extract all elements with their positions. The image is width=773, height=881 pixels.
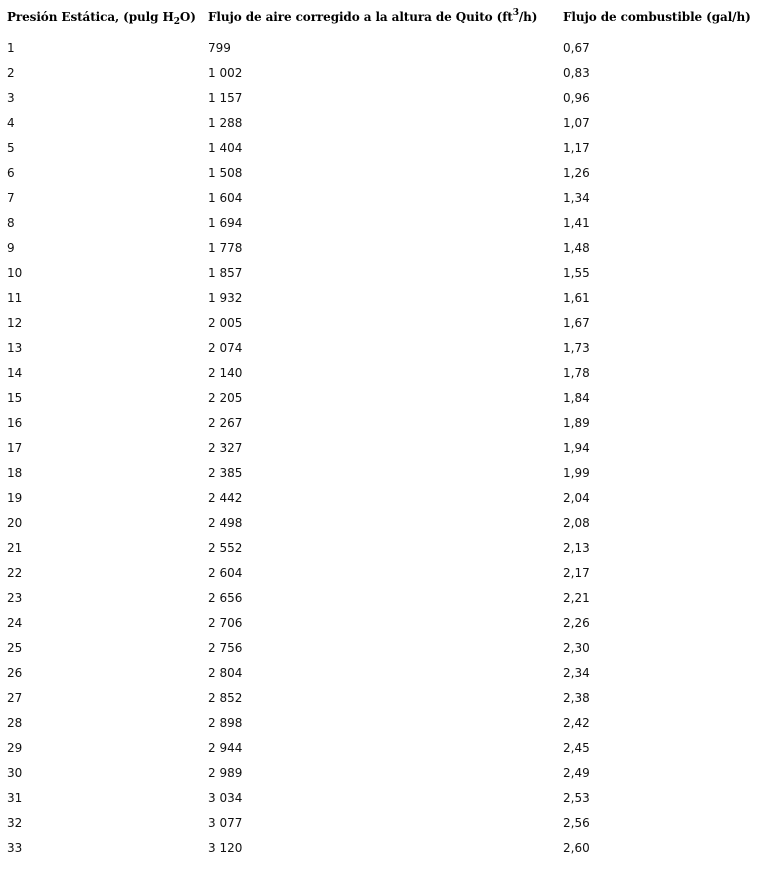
cell-fuel-flow: 1,73 — [563, 340, 590, 355]
cell-fuel-flow: 2,56 — [563, 815, 590, 830]
table-body — [4, 35, 770, 860]
cell-fuel-flow: 2,49 — [563, 765, 590, 780]
cell-air-flow: 1 694 — [208, 215, 243, 230]
cell-static-pressure: 12 — [7, 315, 23, 330]
cell-air-flow: 1 604 — [208, 190, 243, 205]
table-row — [4, 135, 770, 160]
cell-air-flow: 2 498 — [208, 515, 243, 530]
cell-static-pressure: 14 — [7, 365, 23, 380]
cell-air-flow: 2 442 — [208, 490, 243, 505]
cell-air-flow: 799 — [208, 40, 231, 55]
cell-fuel-flow: 1,55 — [563, 265, 590, 280]
cell-static-pressure: 17 — [7, 440, 23, 455]
cell-fuel-flow: 0,83 — [563, 65, 590, 80]
cell-air-flow: 1 002 — [208, 65, 243, 80]
table-row — [4, 510, 770, 535]
cell-static-pressure: 31 — [7, 790, 23, 805]
cell-fuel-flow: 1,89 — [563, 415, 590, 430]
cell-air-flow: 2 140 — [208, 365, 243, 380]
table-row — [4, 635, 770, 660]
cell-fuel-flow: 1,17 — [563, 140, 590, 155]
cell-fuel-flow: 1,61 — [563, 290, 590, 305]
cell-air-flow: 3 034 — [208, 790, 243, 805]
cell-fuel-flow: 1,07 — [563, 115, 590, 130]
cell-fuel-flow: 2,26 — [563, 615, 590, 630]
cell-air-flow: 3 120 — [208, 840, 243, 855]
header-row — [4, 3, 770, 35]
table-row — [4, 160, 770, 185]
cell-static-pressure: 20 — [7, 515, 23, 530]
cell-fuel-flow: 1,84 — [563, 390, 590, 405]
cell-fuel-flow: 2,45 — [563, 740, 590, 755]
table-row — [4, 685, 770, 710]
cell-air-flow: 2 656 — [208, 590, 243, 605]
cell-air-flow: 2 074 — [208, 340, 243, 355]
cell-air-flow: 1 288 — [208, 115, 243, 130]
table-row — [4, 460, 770, 485]
cell-fuel-flow: 1,78 — [563, 365, 590, 380]
data-table — [4, 3, 770, 860]
cell-fuel-flow: 1,34 — [563, 190, 590, 205]
cell-static-pressure: 33 — [7, 840, 23, 855]
cell-fuel-flow: 1,41 — [563, 215, 590, 230]
table-row — [4, 335, 770, 360]
table-row — [4, 35, 770, 60]
cell-static-pressure: 32 — [7, 815, 23, 830]
cell-static-pressure: 13 — [7, 340, 23, 355]
cell-air-flow: 1 932 — [208, 290, 243, 305]
cell-air-flow: 2 706 — [208, 615, 243, 630]
cell-air-flow: 1 508 — [208, 165, 243, 180]
cell-fuel-flow: 2,53 — [563, 790, 590, 805]
cell-fuel-flow: 2,21 — [563, 590, 590, 605]
cell-static-pressure: 9 — [7, 240, 15, 255]
table-row — [4, 835, 770, 860]
cell-static-pressure: 23 — [7, 590, 23, 605]
cell-static-pressure: 5 — [7, 140, 15, 155]
table-row — [4, 735, 770, 760]
cell-static-pressure: 4 — [7, 115, 15, 130]
cell-static-pressure: 30 — [7, 765, 23, 780]
cell-air-flow: 1 157 — [208, 90, 243, 105]
cell-static-pressure: 25 — [7, 640, 23, 655]
table-row — [4, 85, 770, 110]
table-row — [4, 785, 770, 810]
table-row — [4, 585, 770, 610]
table-row — [4, 210, 770, 235]
header-fuel-flow: Flujo de combustible (gal/h) — [563, 10, 751, 24]
cell-static-pressure: 18 — [7, 465, 23, 480]
cell-static-pressure: 28 — [7, 715, 23, 730]
cell-air-flow: 2 385 — [208, 465, 243, 480]
cell-air-flow: 1 778 — [208, 240, 243, 255]
cell-air-flow: 2 552 — [208, 540, 243, 555]
cell-air-flow: 2 852 — [208, 690, 243, 705]
cell-static-pressure: 7 — [7, 190, 15, 205]
table-row — [4, 285, 770, 310]
table-row — [4, 560, 770, 585]
cell-air-flow: 2 604 — [208, 565, 243, 580]
table-row — [4, 185, 770, 210]
cell-air-flow: 2 944 — [208, 740, 243, 755]
cell-air-flow: 1 404 — [208, 140, 243, 155]
cell-static-pressure: 11 — [7, 290, 23, 305]
table-row — [4, 760, 770, 785]
table-row — [4, 260, 770, 285]
cell-static-pressure: 27 — [7, 690, 23, 705]
cell-fuel-flow: 1,99 — [563, 465, 590, 480]
table-row — [4, 60, 770, 85]
table-row — [4, 360, 770, 385]
table-row — [4, 385, 770, 410]
cell-static-pressure: 24 — [7, 615, 23, 630]
cell-fuel-flow: 0,67 — [563, 40, 590, 55]
table-row — [4, 535, 770, 560]
cell-air-flow: 2 804 — [208, 665, 243, 680]
cell-static-pressure: 10 — [7, 265, 23, 280]
cell-fuel-flow: 2,17 — [563, 565, 590, 580]
cell-air-flow: 2 005 — [208, 315, 243, 330]
cell-fuel-flow: 2,38 — [563, 690, 590, 705]
cell-static-pressure: 2 — [7, 65, 15, 80]
cell-fuel-flow: 2,42 — [563, 715, 590, 730]
table-row — [4, 710, 770, 735]
cell-fuel-flow: 1,26 — [563, 165, 590, 180]
table-row — [4, 110, 770, 135]
cell-fuel-flow: 2,34 — [563, 665, 590, 680]
cell-static-pressure: 16 — [7, 415, 23, 430]
cell-static-pressure: 21 — [7, 540, 23, 555]
table-row — [4, 410, 770, 435]
table-row — [4, 310, 770, 335]
cell-fuel-flow: 1,67 — [563, 315, 590, 330]
cell-fuel-flow: 1,48 — [563, 240, 590, 255]
header-air-flow: Flujo de aire corregido a la altura de Quito $(ft^3/h)$ — [208, 8, 538, 24]
cell-fuel-flow: 2,08 — [563, 515, 590, 530]
cell-air-flow: 2 756 — [208, 640, 243, 655]
cell-static-pressure: 15 — [7, 390, 23, 405]
cell-air-flow: 2 327 — [208, 440, 243, 455]
cell-fuel-flow: 1,94 — [563, 440, 590, 455]
cell-air-flow: 2 205 — [208, 390, 243, 405]
cell-air-flow: 2 267 — [208, 415, 243, 430]
cell-fuel-flow: 2,04 — [563, 490, 590, 505]
table-row — [4, 435, 770, 460]
cell-air-flow: 3 077 — [208, 815, 243, 830]
cell-static-pressure: 26 — [7, 665, 23, 680]
cell-static-pressure: 29 — [7, 740, 23, 755]
table-row — [4, 235, 770, 260]
cell-static-pressure: 1 — [7, 40, 15, 55]
table-row — [4, 660, 770, 685]
cell-air-flow: 2 989 — [208, 765, 243, 780]
cell-fuel-flow: 2,13 — [563, 540, 590, 555]
cell-static-pressure: 6 — [7, 165, 15, 180]
cell-air-flow: 2 898 — [208, 715, 243, 730]
cell-fuel-flow: 2,30 — [563, 640, 590, 655]
table-row — [4, 485, 770, 510]
table-row — [4, 610, 770, 635]
table-row — [4, 810, 770, 835]
cell-air-flow: 1 857 — [208, 265, 243, 280]
cell-fuel-flow: 2,60 — [563, 840, 590, 855]
cell-static-pressure: 19 — [7, 490, 23, 505]
header-static-pressure: Presión Estática, (pulg $H_2O$) — [7, 10, 196, 27]
cell-static-pressure: 3 — [7, 90, 15, 105]
cell-static-pressure: 8 — [7, 215, 15, 230]
cell-static-pressure: 22 — [7, 565, 23, 580]
cell-fuel-flow: 0,96 — [563, 90, 590, 105]
